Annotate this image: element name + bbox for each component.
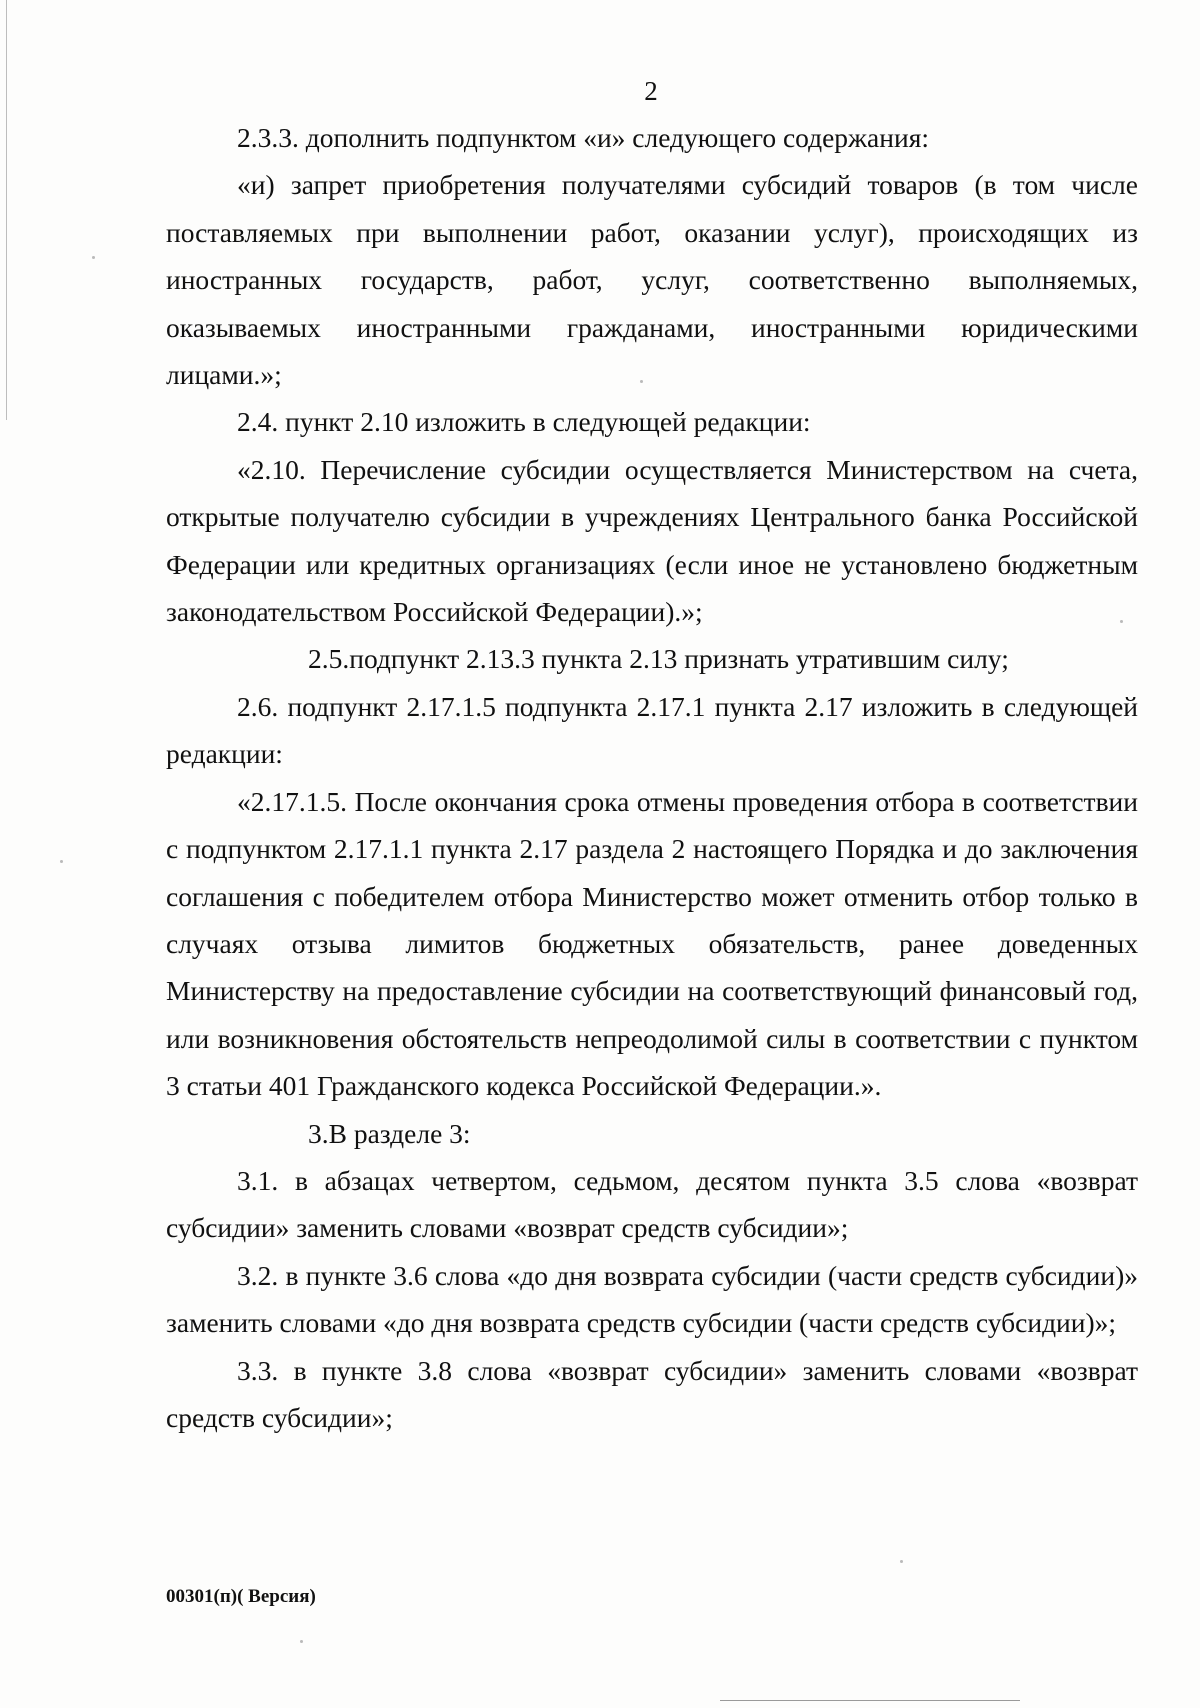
- paragraph-2-5: [166, 635, 1138, 682]
- paragraph-text: 2.3.3. дополнить подпунктом «и» следующего содержания:: [237, 122, 929, 153]
- paragraph-3-3: [166, 1347, 1138, 1442]
- paragraph-2-17-1-5: [166, 778, 1138, 1110]
- scan-speck: [900, 1560, 903, 1563]
- paragraph-3-2: [166, 1252, 1138, 1347]
- paragraph-text: В разделе 3:: [328, 1117, 471, 1149]
- scan-speck: [92, 256, 95, 259]
- scan-edge: [6, 0, 7, 420]
- paragraph-2-4: [166, 398, 1138, 445]
- paragraph-text: подпункт 2.13.3 пункта 2.13 признать утратившим силу;: [349, 643, 1009, 675]
- paragraph-item-i: [166, 161, 1138, 398]
- page-number: 2: [644, 76, 658, 106]
- paragraph-2-6: [166, 683, 1138, 778]
- paragraph-text: «2.10. Перечисление субсидии осуществляется Министерством на счета, открытые получателю субсидии в учреждениях Центрального банка Российской Федерации или кредитных организациях (если иное не установлено бюджетным законодательством Российской Федерации).»;: [166, 453, 1138, 628]
- scan-speck: [1120, 620, 1123, 623]
- scan-speck: [640, 380, 643, 383]
- scan-speck: [300, 1640, 303, 1643]
- paragraph-number: 3.: [308, 1117, 329, 1149]
- document-footer-code: 00301(п)( Версия): [166, 1586, 316, 1607]
- paragraph-2-10: [166, 446, 1138, 636]
- paragraph-text: 3.2. в пункте 3.6 слова «до дня возврата субсидии (части средств субсидии)» заменить словами «до дня возврата средств субсидии (части средств субсидии)»;: [166, 1259, 1138, 1339]
- paragraph-number: 2.5.: [308, 643, 350, 675]
- paragraph-text: 3.3. в пункте 3.8 слова «возврат субсидии» заменить словами «возврат средств субсидии»;: [166, 1354, 1138, 1433]
- paragraph-section-3: [166, 1110, 1138, 1157]
- paragraph-text: «2.17.1.5. После окончания срока отмены проведения отбора в соответствии с подпунктом 2.17.1.1 пункта 2.17 раздела 2 настоящего Порядка и до заключения соглашения с победителем отбора Министерство может отменить отбор только в случаях отзыва лимитов бюджетных обязательств, ранее доведенных Министерству на предоставление субсидии на соответствующий финансовый год, или возникновения обстоятельств непреодолимой силы в соответствии с пунктом 3 статьи 401 Гражданского кодекса Российской Федерации.».: [166, 785, 1138, 1102]
- paragraph-text: 2.6. подпункт 2.17.1.5 подпункта 2.17.1 пункта 2.17 изложить в следующей редакции:: [166, 690, 1138, 770]
- scan-speck: [60, 860, 63, 863]
- paragraph-3-1: [166, 1157, 1138, 1252]
- paragraph-text: «и) запрет приобретения получателями субсидий товаров (в том числе поставляемых при выполнении работ, оказании услуг), происходящих из иностранных государств, работ, услуг, соответственно выполняемых, оказываемых иностранными гражданами, иностранными юридическими лицами.»;: [166, 169, 1138, 391]
- paragraph-2-3-3: [166, 114, 1138, 161]
- scan-bottom-line: [720, 1700, 1020, 1701]
- paragraph-text: 2.4. пункт 2.10 изложить в следующей редакции:: [237, 406, 811, 438]
- document-body: [166, 114, 1138, 1441]
- paragraph-text: 3.1. в абзацах четвертом, седьмом, десятом пункта 3.5 слова «возврат субсидии» заменить словами «возврат средств субсидии»;: [166, 1164, 1138, 1244]
